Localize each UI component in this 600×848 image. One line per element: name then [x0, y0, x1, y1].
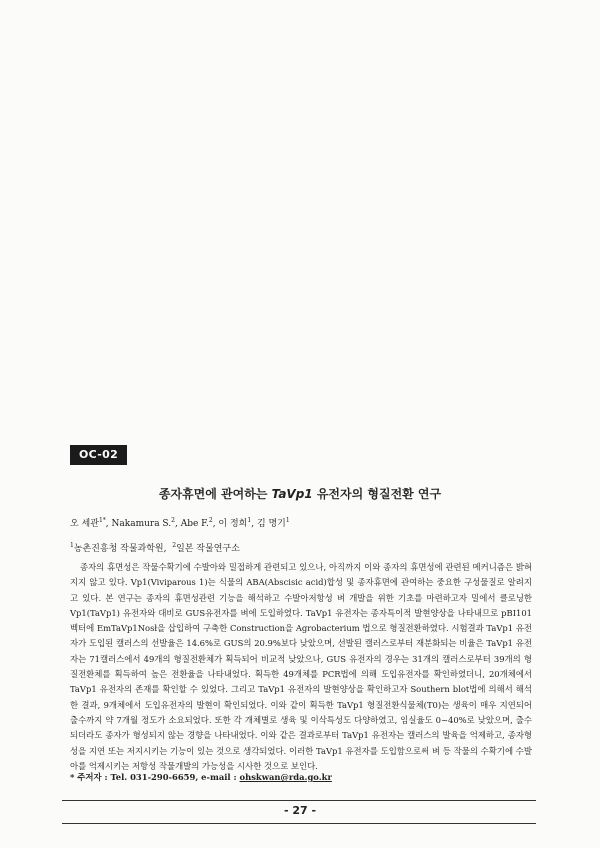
page-number: - 27 - — [283, 804, 317, 817]
contact-email[interactable]: ohskwan@rda.go.kr — [239, 772, 332, 782]
author: 이 정희$^1$ — [218, 517, 252, 529]
footer-rule-bottom — [62, 823, 536, 824]
author-list: 오 세관$^{1*}$, Nakamura S.$^2$, Abe F.$^2$, 이 정희$^1$, 김 명기$^1$ — [70, 517, 290, 529]
author: 김 명기$^1$ — [256, 517, 290, 529]
abstract-body — [70, 560, 532, 774]
affiliation: $^1$농촌진흥청 작물과학원 — [70, 542, 164, 554]
abstract-text: 종자의 휴면성은 작물수확기에 수발아와 밀접하게 관련되고 있으나, 아직까지 이와 종자의 휴면성에 관련된 메커니즘은 밝혀지지 않고 있다. Vp1(Viviparous 1)는 식물의 ABA(Abscisic acid)합성 및 종자휴면에 관여하는 중요한 구성물질로 알려지고 있다. 본 연구는 종자의 휴면성관련 기능을 해석하고 수발아저항성 벼 개발을 위한 기초를 마련하고자 밀에서 클로닝한 Vp1(TaVp1) 유전자와 대비로 GUS유전자를 벼에 도입하였다. TaVp1 유전자는 종자특이적 발현양상을 나타내므로 pBI101 벡터에 EmTaVp1Nosł을 삽입하여 구축한 Construction을 Agrobacterium 법으로 형질전환하였다. 시험결과 TaVp1 유전자가 도입된 캘러스의 선발율은 14.6%로 GUS의 20.9%보다 낮았으며, 선발된 캘러스로부터 재분화되는 비율은 TaVp1 유전자는 71캘러스에서 49개의 형질전환체가 획득되어 비교적 낮았으나, GUS 유전자의 경우는 31개의 캘러스로부터 39개의 형질전환체를 획득하여 높은 전환율을 나타내었다. 획득한 49개체를 PCR법에 의해 도입유전자를 확인하였더니, 20개체에서 TaVp1 유전자의 존재를 확인할 수 있었다. 그리고 TaVp1 유전자의 발현양상을 확인하고자 Southern blot법에 의해서 해석한 결과, 9개체에서 도입유전자의 발현이 확인되었다. 이와 같이 획득한 TaVp1 형질전환식물체(T0)는 생육이 매우 지연되어 출수까지 약 7개월 정도가 소요되었다. 또한 각 개체별로 생육 및 이삭특성도 다양하였고, 임실율도 0~40%로 낮았으며, 출수되더라도 종자가 형성되지 않는 경향을 나타내었다. 이와 같은 결과로부터 TaVp1 유전자는 캘러스의 발육을 억제하고, 종자형성을 지연 또는 저지시키는 기능이 있는 것으로 생각되었다. 이러한 TaVp1 유전자를 도입함으로써 벼 등 작물의 수확기에 수발아를 억제시키는 저항성 작물개발의 가능성을 시사한 것으로 보인다. — [70, 562, 532, 771]
author: Abe F.$^2$ — [180, 517, 213, 529]
paper-title — [60, 485, 540, 502]
contact-label: * 주저자 : Tel. 031-290-6659, e-mail : — [70, 772, 240, 782]
corresponding-author — [70, 770, 532, 784]
title-part2: 유전자의 형질전환 연구 — [312, 487, 442, 501]
title-gene: TaVp1 — [271, 487, 313, 501]
title-part1: 종자휴면에 관여하는 — [158, 487, 272, 501]
author: Nakamura S.$^2$ — [111, 517, 175, 529]
affiliation: $^2$일본 작물연구소 — [172, 542, 240, 554]
author: 오 세관$^{1*}$ — [70, 517, 106, 529]
affiliations: $^1$농촌진흥청 작물과학원, $^2$일본 작물연구소 — [70, 542, 240, 554]
footer-rule-top — [62, 800, 536, 801]
session-code-badge: OC-02 — [70, 445, 127, 465]
